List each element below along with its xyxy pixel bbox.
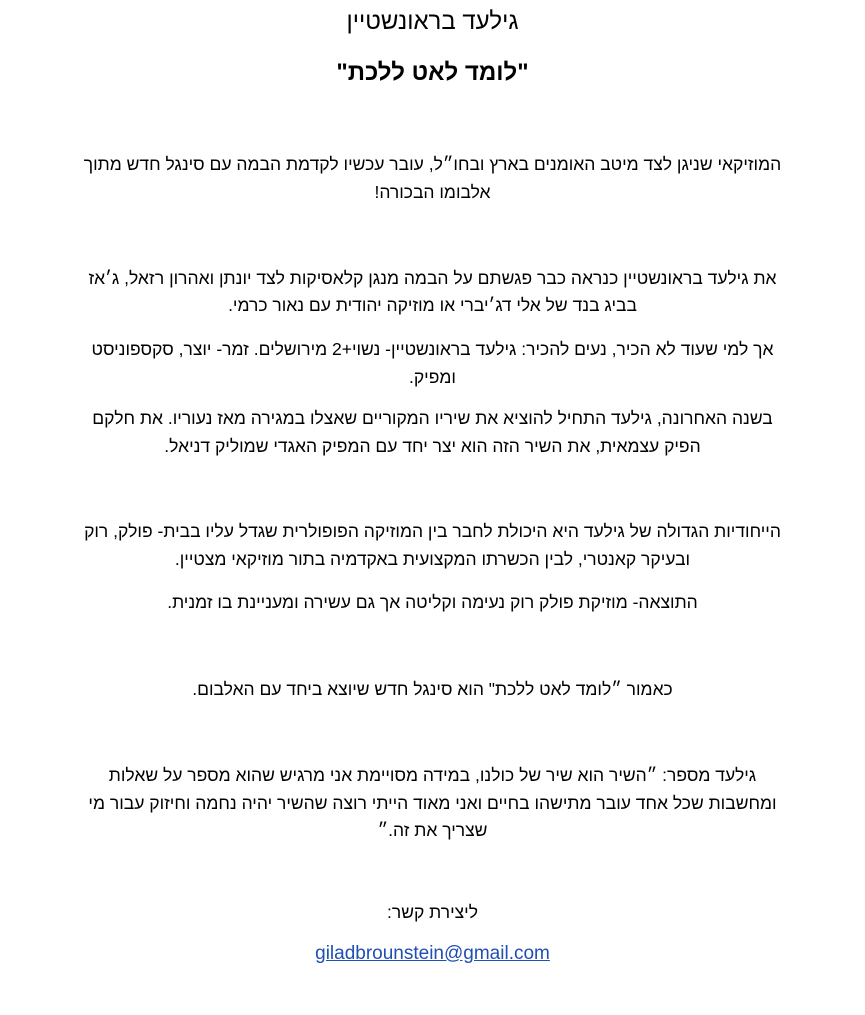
email-link-row [0,941,865,967]
paragraph-uniqueness-line-2: ובעיקר קאנטרי, לבין הכשרתו המקצועית באקדמיה בתור מוזיקאי מצטיין. [174,549,691,569]
paragraph-intro-line-2: אלבומו הבכורה! [374,182,491,202]
document-title: גילעד בראונשטיין [346,8,519,35]
paragraph-background-line-2: בביג בנד של אלי דג׳יברי או מוזיקה יהודית עם נאור כרמי. [228,295,637,315]
paragraph-quote-line-2: ומחשבות שכל אחד עובר מתישהו בחיים ואני מאוד הייתי רוצה שהשיר יהיה נחמה וחיזוק עבור מי [88,793,777,813]
paragraph-about-line-1: אך למי שעוד לא הכיר, נעים להכיר: גילעד בראונשטיין- נשוי+2 מירושלים. זמר- יוצר, סקספוניסט [91,339,774,359]
paragraph-quote-line-1: גילעד מספר: ״השיר הוא שיר של כולנו, במידה מסויימת אני מרגיש שהוא מספר על שאלות [108,765,757,785]
paragraph-single: כאמור ״לומד לאט ללכת" הוא סינגל חדש שיוצא ביחד עם האלבום. [192,679,673,699]
paragraph-about-line-2: ומפיק. [409,367,456,387]
contact-label: ליצירת קשר: [387,902,478,922]
paragraph-recent-line-2: הפיק עצמאית, את השיר הזה הוא יצר יחד עם המפיק האגדי שמוליק דניאל. [164,436,701,456]
paragraph-recent-line-1: בשנה האחרונה, גילעד התחיל להוציא את שיריו המקוריים שאצלו במגירה מאז נעוריו. את חלקם [92,408,773,428]
paragraph-uniqueness-line-1: הייחודיות הגדולה של גילעד היא היכולת לחבר בין המוזיקה הפופולרית שגדל עליו בבית- פולק, רוק [84,521,781,541]
document-subtitle: "לומד לאט ללכת" [336,59,529,86]
paragraph-background-line-1: את גילעד בראונשטיין כנראה כבר פגשתם על הבמה מנגן קלאסיקות לצד יונתן ואהרון רזאל, ג׳אז [88,268,777,288]
email-link[interactable]: giladbrounstein@gmail.com [315,943,550,964]
paragraph-result: התוצאה- מוזיקת פולק רוק נעימה וקליטה אך גם עשירה ומעניינת בו זמנית. [167,592,698,612]
paragraph-intro-line-1: המוזיקאי שניגן לצד מיטב האומנים בארץ ובחו״ל, עובר עכשיו לקדמת הבמה עם סינגל חדש מתוך [83,154,782,174]
paragraph-quote-line-3: שצריך את זה.״ [377,820,488,840]
